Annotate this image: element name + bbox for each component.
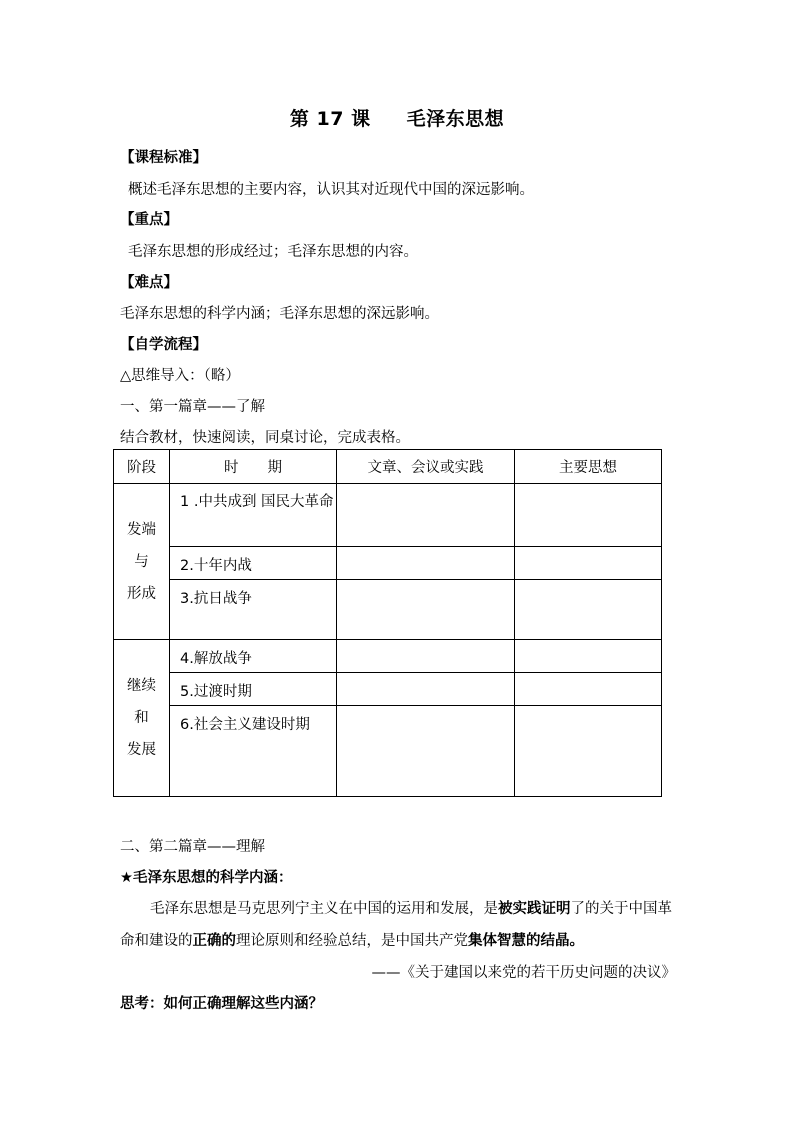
standard-text: 概述毛泽东思想的主要内容，认识其对近现代中国的深远影响。 [128,182,534,198]
quote-bold2: 正确的 [192,933,236,949]
ideas-cell[interactable] [515,673,662,706]
header-main-ideas: 主要思想 [515,450,662,484]
table-row [114,673,662,706]
period-cell: 6.社会主义建设时期 [170,706,337,797]
period-cell: 2.十年内战 [170,547,337,580]
lesson-title [0,104,794,131]
lesson-topic: 毛泽东思想 [406,108,505,130]
flow-heading: 【自学流程】 [120,337,207,353]
ideas-cell[interactable] [515,640,662,673]
ideas-cell[interactable] [515,706,662,797]
stage-development-line3: 发展 [127,742,156,758]
articles-cell[interactable] [337,673,515,706]
chapter1-task: 结合教材，快速阅读，同桌讨论，完成表格。 [120,430,410,446]
quote-source: ——《关于建国以来党的若干历史问题的决议》 [371,965,676,981]
key-text: 毛泽东思想的形成经过；毛泽东思想的内容。 [128,244,418,260]
table-row [114,706,662,797]
stage-development [114,640,170,797]
difficulty-text: 毛泽东思想的科学内涵；毛泽东思想的深远影响。 [120,306,439,322]
chapter2-heading: 二、第二篇章——理解 [120,839,265,855]
stage-formation-line2: 与 [134,553,149,570]
quote-part2: 了的关于中国革命和建设的 [120,901,672,949]
table-row [114,547,662,580]
ideas-cell[interactable] [515,547,662,580]
header-articles: 文章、会议或实践 [337,450,515,484]
difficulty-heading: 【难点】 [120,275,178,291]
study-table [113,449,662,797]
chapter1-heading: 一、第一篇章——了解 [120,399,265,415]
header-stage: 阶段 [114,450,170,484]
table-header-row [114,450,662,484]
intro-line: △思维导入：（略） [120,368,240,384]
think-question: 思考：如何正确理解这些内涵？ [120,996,323,1012]
period-cell: 1 .中共成到 国民大革命 [170,484,337,547]
period-cell: 5.过渡时期 [170,673,337,706]
ideas-cell[interactable] [515,580,662,640]
articles-cell[interactable] [337,580,515,640]
key-heading: 【重点】 [120,212,178,228]
ideas-cell[interactable] [515,484,662,547]
quote-paragraph [120,893,676,957]
chapter2-subheading: ★毛泽东思想的科学内涵： [120,870,293,886]
articles-cell[interactable] [337,484,515,547]
period-cell: 3.抗日战争 [170,580,337,640]
standard-heading: 【课程标准】 [120,150,207,166]
articles-cell[interactable] [337,706,515,797]
articles-cell[interactable] [337,640,515,673]
header-period: 时 期 [170,450,337,484]
quote-part1: 毛泽东思想是马克思列宁主义在中国的运用和发展，是 [150,901,498,917]
quote-part3: 理论原则和经验总结，是中国共产党 [236,933,468,949]
quote-bold3: 集体智慧的结晶。 [468,933,584,949]
lesson-number: 第 17 课 [289,108,371,130]
table-row [114,580,662,640]
stage-development-line1: 继续 [127,678,156,694]
quote-bold1: 被实践证明 [498,901,571,917]
table-row [114,484,662,547]
stage-development-line2: 和 [134,710,149,726]
stage-formation-line1: 发端 [127,521,156,538]
stage-formation-line3: 形成 [127,585,156,602]
table-row [114,640,662,673]
articles-cell[interactable] [337,547,515,580]
period-cell: 4.解放战争 [170,640,337,673]
stage-formation [114,484,170,640]
